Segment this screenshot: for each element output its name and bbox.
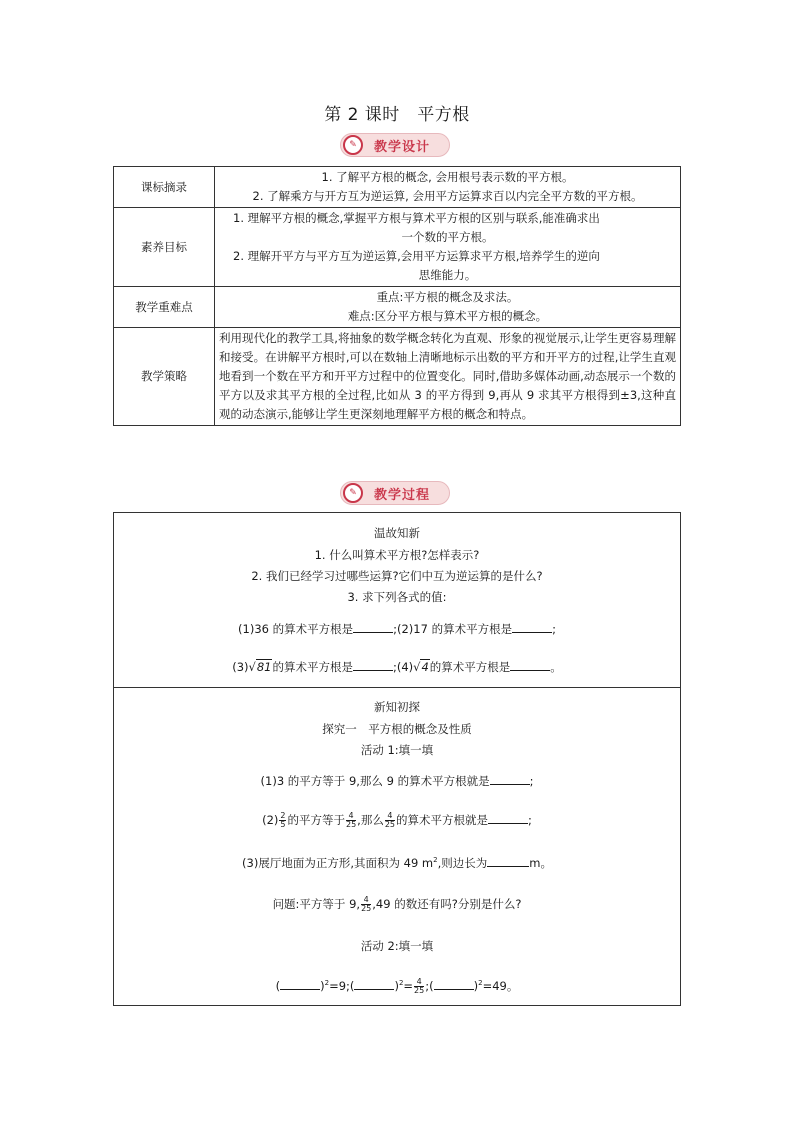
activity-item <box>114 854 680 871</box>
exercise-text: 。 <box>550 660 562 674</box>
sqrt-expression: √4 <box>413 660 429 674</box>
answer-blank[interactable] <box>434 977 474 990</box>
answer-blank[interactable] <box>488 811 528 824</box>
fraction: $\frac{2}{5}$ <box>280 811 286 829</box>
superscript: 2 <box>433 856 438 865</box>
section-badge-label: 教学过程 <box>373 487 430 503</box>
answer-blank[interactable] <box>487 854 529 867</box>
info-table <box>113 166 681 426</box>
section-heading: 温故知新 <box>374 526 420 540</box>
exercise-text: ; <box>552 622 556 636</box>
fraction: $\frac{4}{25}$ <box>361 895 372 913</box>
review-question: 3. 求下列各式的值: <box>347 590 447 604</box>
content-line: 思维能力。 <box>418 268 477 282</box>
activity-item <box>114 772 680 789</box>
content-paragraph: 利用现代化的教学工具,将抽象的数学概念转化为直观、形象的视觉展示,让学生更容易理解和接受。在讲解平方根时,可以在数轴上清晰地标示出数的平方和开平方的过程,让学生直观地看到一个数在平方和开平方过程中的位置变化。同时,借助多媒体动画,动态展示一个数的平方以及求其平方根的全过程,比如从 3 的平方得到 9,再从 9 求其平方根得到±3,这种直观的动态演示,能够让学生更深刻地理解平方根的概念和特点。 <box>219 331 676 421</box>
table-row <box>114 328 681 426</box>
review-question: 1. 什么叫算术平方根?怎样表示? <box>314 548 480 562</box>
question <box>114 896 680 913</box>
exercise-text: ; <box>529 774 534 788</box>
answer-blank[interactable] <box>280 977 320 990</box>
book-icon: ✎ <box>343 483 363 503</box>
row-content <box>215 328 681 426</box>
fraction: $\frac{4}{25}$ <box>345 811 357 829</box>
superscript: 2 <box>478 979 483 988</box>
process-box <box>113 512 681 1006</box>
exercise-text: ,49 的数还有吗?分别是什么? <box>372 897 522 911</box>
content-line: 一个数的平方根。 <box>401 230 494 244</box>
answer-blank[interactable] <box>512 620 552 633</box>
answer-blank[interactable] <box>353 620 393 633</box>
exercise-text: (1)36 的算术平方根是 <box>238 622 354 636</box>
content-line: 难点:区分平方根与算术平方根的概念。 <box>347 309 548 323</box>
exercise-text: ) <box>320 979 325 993</box>
radicand: 81 <box>256 660 272 674</box>
section-badge-design <box>340 133 450 157</box>
content-line: 1. 了解平方根的概念, 会用根号表示数的平方根。 <box>321 170 574 184</box>
row-label: 教学重难点 <box>114 287 215 328</box>
fraction: $\frac{4}{25}$ <box>384 811 396 829</box>
superscript: 2 <box>398 979 404 988</box>
fraction: $\frac{4}{25}$ <box>414 977 425 995</box>
exercise-text: 问题:平方等于 9, <box>272 897 361 911</box>
table-row <box>114 208 681 287</box>
review-question: 2. 我们已经学习过哪些运算?它们中互为逆运算的是什么? <box>251 569 543 583</box>
exercise-text: =9;( <box>329 979 355 993</box>
answer-blank[interactable] <box>354 977 394 990</box>
section-badge-label: 教学设计 <box>373 139 430 155</box>
exercise-text: ;(4) <box>392 660 414 674</box>
row-label: 课标摘录 <box>114 167 215 208</box>
exercise-text: (3) <box>232 660 249 674</box>
exercise-text: 的平方等于 <box>287 813 345 827</box>
exercise-text: (2) <box>262 813 279 827</box>
page-title: 第 2 课时 平方根 <box>324 105 470 125</box>
content-line: 1. 理解平方根的概念,掌握平方根与算术平方根的区别与联系,能准确求出 <box>233 211 600 225</box>
exercise-text: ) <box>473 979 479 993</box>
row-label: 素养目标 <box>114 208 215 287</box>
review-exercise <box>114 620 680 637</box>
table-row <box>114 167 681 208</box>
exercise-text: ;(2)17 的算术平方根是 <box>393 622 513 636</box>
explore-heading: 探究一 平方根的概念及性质 <box>322 722 472 736</box>
row-content <box>215 167 681 208</box>
row-content <box>215 208 681 287</box>
exercise-text: 的算术平方根就是 <box>396 813 489 827</box>
exercise-text: ( <box>275 979 281 993</box>
exercise-text: 的算术平方根是 <box>429 660 511 674</box>
section-heading: 新知初探 <box>374 700 420 714</box>
section-badge-process <box>340 481 450 505</box>
exercise-text: 的算术平方根是 <box>272 660 353 674</box>
exercise-text: ; <box>528 813 532 827</box>
exercise-text: (3)展厅地面为正方形,其面积为 49 m <box>242 856 434 870</box>
exercise-text: ,则边长为 <box>437 856 488 870</box>
activity-heading: 活动 1:填一填 <box>360 743 434 757</box>
row-label: 教学策略 <box>114 328 215 426</box>
table-row <box>114 287 681 328</box>
content-line: 重点:平方根的概念及求法。 <box>376 290 519 304</box>
exercise-text: ,那么 <box>357 813 384 827</box>
section-divider <box>114 687 680 688</box>
answer-blank[interactable] <box>353 658 393 671</box>
content-line: 2. 了解乘方与开方互为逆运算, 会用平方运算求百以内完全平方数的平方根。 <box>252 189 643 203</box>
answer-blank[interactable] <box>490 772 530 785</box>
content-line: 2. 理解开平方与平方互为逆运算,会用平方运算求平方根,培养学生的逆向 <box>233 249 600 263</box>
exercise-text: =49。 <box>482 979 519 993</box>
exercise-text: ) <box>394 979 399 993</box>
review-exercise <box>114 658 680 675</box>
book-icon: ✎ <box>343 135 363 155</box>
sqrt-expression: √81 <box>248 660 272 674</box>
exercise-text: = <box>403 979 414 993</box>
radicand: 4 <box>421 660 429 674</box>
activity-item <box>114 811 680 829</box>
exercise-text: ;( <box>425 979 434 993</box>
row-content <box>215 287 681 328</box>
exercise-text: (1)3 的平方等于 9,那么 9 的算术平方根就是 <box>260 774 490 788</box>
activity-item <box>114 977 680 995</box>
activity-heading: 活动 2:填一填 <box>360 939 434 953</box>
superscript: 2 <box>324 979 330 988</box>
answer-blank[interactable] <box>510 658 550 671</box>
exercise-text: m。 <box>529 856 552 870</box>
